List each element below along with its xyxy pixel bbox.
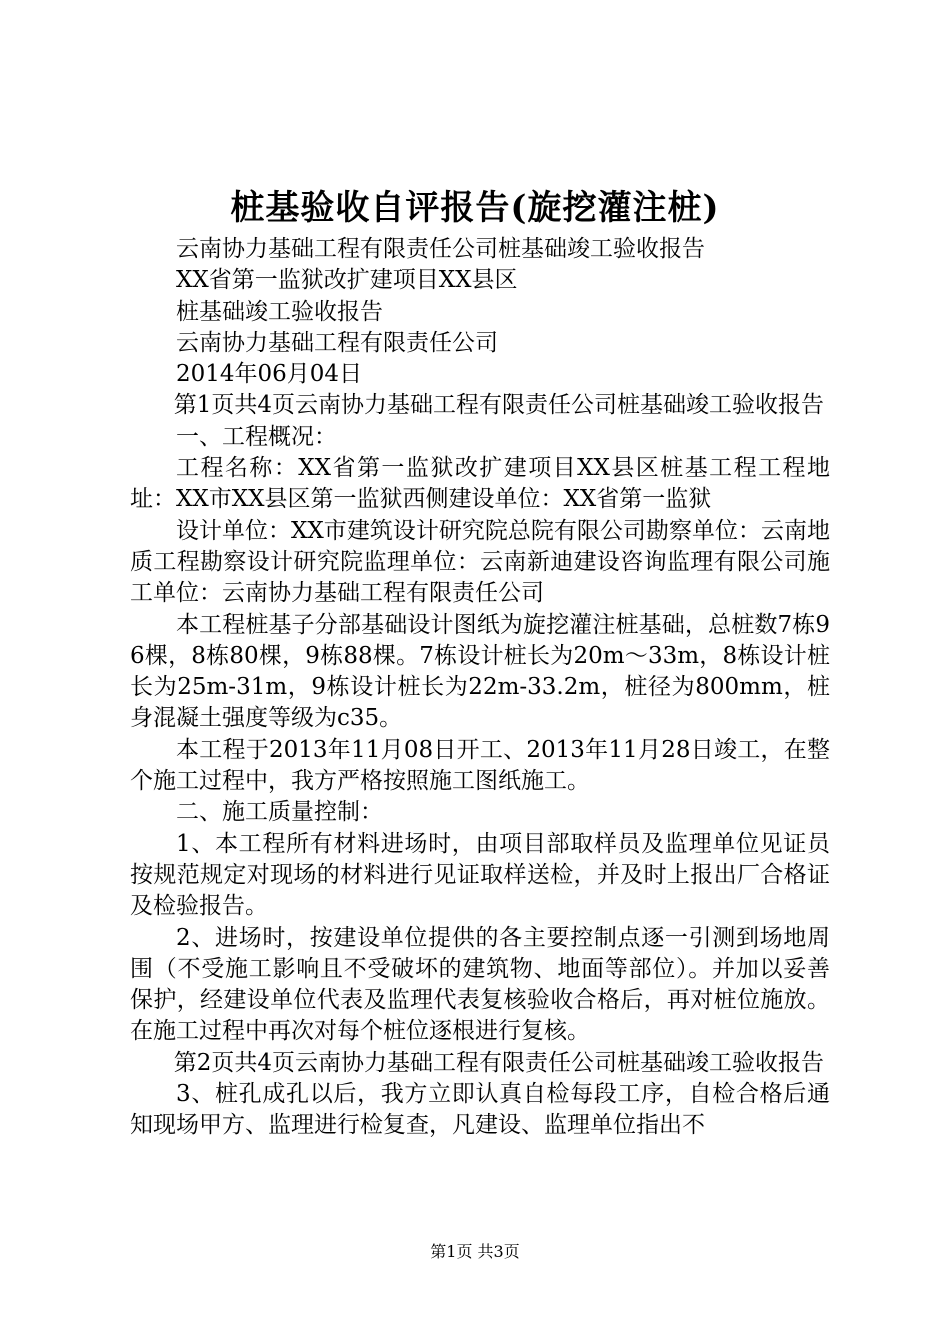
paragraph-date: 2014年06月04日 bbox=[176, 361, 363, 388]
paragraph-pile-design: 本工程桩基子分部基础设计图纸为旋挖灌注桩基础，总桩数7栋96棵，8栋80棵，9栋88棵。7栋设计桩长为20m～33m，8栋设计桩长为25m-31m，9栋设计桩长为22m-33.2m，桩径为800mm，桩身混凝土强度等级为c35。 bbox=[130, 611, 830, 732]
paragraph-quality-3: 3、桩孔成孔以后，我方立即认真自检每段工序，自检合格后通知现场甲方、监理进行检复查，凡建设、监理单位指出不 bbox=[130, 1081, 830, 1139]
paragraph-project-info: 工程名称：XX省第一监狱改扩建项目XX县区桩基工程工程地址：XX市XX县区第一监狱西侧建设单位：XX省第一监狱 bbox=[130, 455, 830, 513]
paragraph-page-header-2: 第2页共4页云南协力基础工程有限责任公司桩基础竣工验收报告 bbox=[173, 1049, 824, 1076]
section-heading-quality: 二、施工质量控制： bbox=[176, 799, 383, 826]
paragraph-report-name: 桩基础竣工验收报告 bbox=[176, 298, 383, 325]
section-heading-overview: 一、工程概况： bbox=[176, 423, 337, 450]
paragraph-company-report: 云南协力基础工程有限责任公司桩基础竣工验收报告 bbox=[176, 236, 705, 262]
paragraph-schedule: 本工程于2013年11月08日开工、2013年11月28日竣工，在整个施工过程中，我方严格按照施工图纸施工。 bbox=[130, 736, 830, 795]
paragraph-company-name: 云南协力基础工程有限责任公司 bbox=[176, 329, 498, 356]
paragraph-quality-2: 2、进场时，按建设单位提供的各主要控制点逐一引测到场地周围（不受施工影响且不受破坏的建筑物、地面等部位）。并加以妥善保护，经建设单位代表及监理代表复核验收合格后，再对桩位施放。在施工过程中再次对每个桩位逐根进行复核。 bbox=[130, 924, 830, 1045]
paragraph-project-name: XX省第一监狱改扩建项目XX县区 bbox=[176, 267, 518, 294]
document-title: 桩基验收自评报告(旋挖灌注桩) bbox=[230, 188, 720, 228]
paragraph-page-header-1: 第1页共4页云南协力基础工程有限责任公司桩基础竣工验收报告 bbox=[173, 392, 824, 419]
document-body bbox=[130, 234, 830, 1142]
page-footer: 第1页 共3页 bbox=[430, 1242, 520, 1261]
paragraph-quality-1: 1、本工程所有材料进场时，由项目部取样员及监理单位见证员按规范规定对现场的材料进行见证取样送检，并及时上报出厂合格证及检验报告。 bbox=[130, 830, 830, 920]
paragraph-units: 设计单位：XX市建筑设计研究院总院有限公司勘察单位：云南地质工程勘察设计研究院监理单位：云南新迪建设咨询监理有限公司施工单位：云南协力基础工程有限责任公司 bbox=[130, 517, 830, 607]
